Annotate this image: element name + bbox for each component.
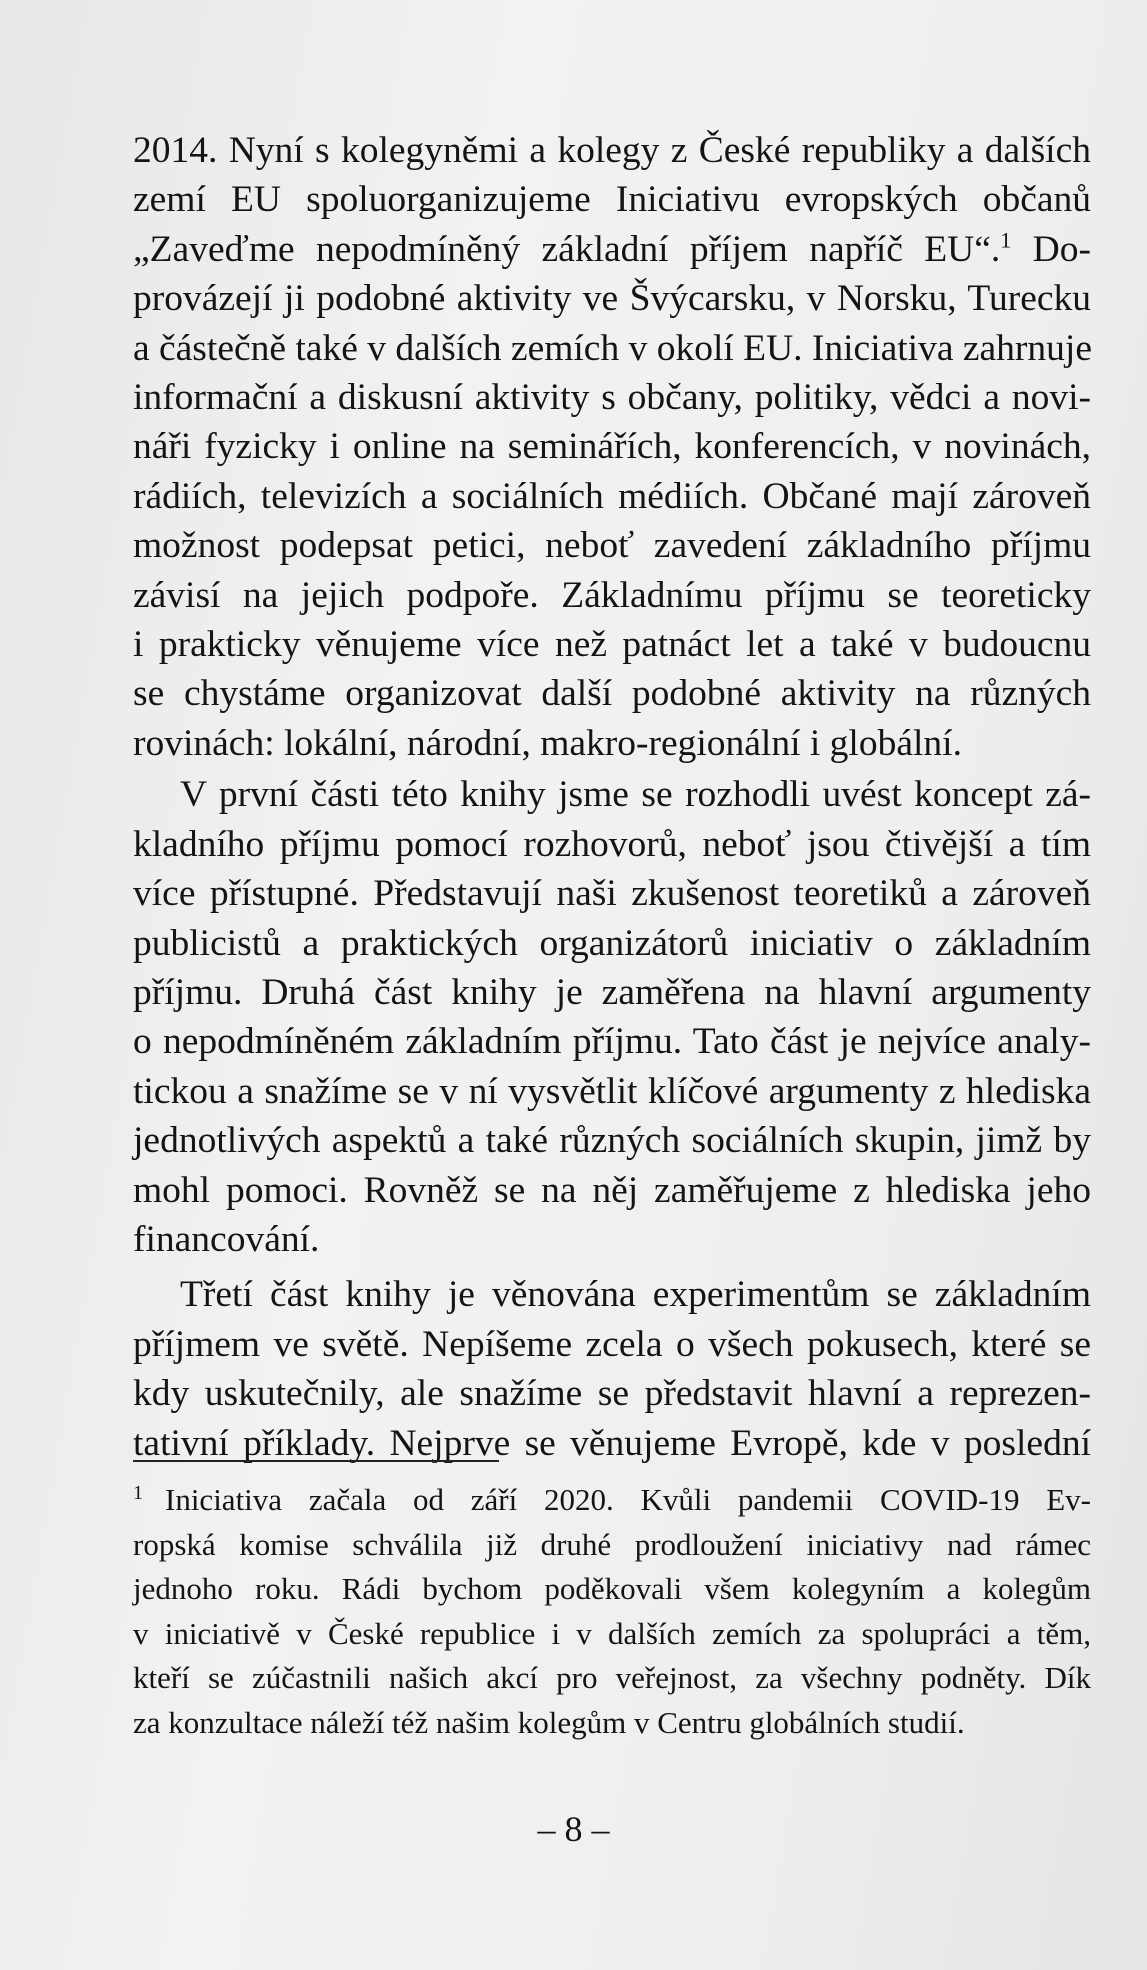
text-line: náři fyzicky i online na seminářích, konferencích, v novinách, (133, 426, 1091, 468)
text-line: příjmem ve světě. Nepíšeme zcela o všech pokusech, které se (133, 1323, 1091, 1365)
text-line: možnost podepsat petici, neboť zavedení základního příjmu (133, 525, 1091, 567)
text-line: kladního příjmu pomocí rozhovorů, neboť jsou čtivější a tím (133, 823, 1091, 865)
text-line: rovinách: lokální, národní, makro-regionální i globální. (133, 722, 962, 764)
text-line: o nepodmíněném základním příjmu. Tato část je nejvíce analy- (133, 1021, 1091, 1063)
footnote-reference: 1 (1000, 227, 1012, 253)
page-number: – 8 – (537, 1809, 610, 1849)
main-text (133, 126, 1091, 1468)
footnote-line: v iniciativě v České republice i v dalších zemích za spolupráci a těm, (133, 1615, 1091, 1651)
paragraph-1 (133, 126, 1091, 768)
text-line: financování. (133, 1218, 320, 1260)
text-line-part: Do- (1011, 228, 1091, 270)
text-line: více přístupné. Představují naši zkušenost teoretiků a zároveň (133, 873, 1091, 915)
text-line: V první části této knihy jsme se rozhodli uvést koncept zá- (180, 774, 1091, 816)
text-line: se chystáme organizovat další podobné aktivity na různých (133, 673, 1091, 715)
footnote-line-text: Iniciativa začala od září 2020. Kvůli pandemii COVID-19 Ev- (165, 1482, 1091, 1517)
text-line: jednotlivých aspektů a také různých sociálních skupin, jimž by (133, 1120, 1091, 1162)
text-line: 2014. Nyní s kolegyněmi a kolegy z České republiky a dalších (133, 130, 1091, 171)
text-line: tickou a snažíme se v ní vysvětlit klíčové argumenty z hlediska (133, 1070, 1091, 1112)
footnote-line: kteří se zúčastnili našich akcí pro veřejnost, za všechny podněty. Dík (133, 1660, 1091, 1696)
text-line: rádiích, televizích a sociálních médiích. Občané mají zároveň (133, 475, 1091, 517)
text-line: provázejí ji podobné aktivity ve Švýcarsku, v Norsku, Turecku (133, 278, 1091, 320)
footnote-line: jednoho roku. Rádi bychom poděkovali všem kolegyním a kolegům (133, 1571, 1091, 1607)
footnote-line: ropská komise schválila již druhé prodloužení iniciativy nad rámec (133, 1526, 1091, 1562)
text-line: zemí EU spoluorganizujeme Iniciativu evropských občanů (133, 179, 1091, 221)
footnote-line (133, 1478, 1091, 1523)
text-line-part: „Zaveďme nepodmíněný základní příjem napříč EU“. (133, 228, 1001, 270)
footnote-number: 1 (133, 1481, 143, 1504)
text-line: a částečně také v dalších zemích v okolí EU. Iniciativa zahrnuje (133, 327, 1092, 369)
text-line: kdy uskutečnily, ale snažíme se představit hlavní a reprezen- (133, 1373, 1091, 1415)
text-line (133, 225, 1091, 274)
footnote-line: za konzultace náleží též našim kolegům v Centru globálních studií. (133, 1704, 965, 1740)
text-line: závisí na jejich podpoře. Základnímu příjmu se teoreticky (133, 574, 1091, 616)
footnote-separator (133, 1460, 499, 1462)
text-line: publicistů a praktických organizátorů iniciativ o základním (133, 922, 1091, 964)
text-line: informační a diskusní aktivity s občany, politiky, vědci a novi- (133, 377, 1091, 419)
text-line: mohl pomoci. Rovněž se na něj zaměřujeme z hlediska jeho (133, 1169, 1091, 1211)
text-line: příjmu. Druhá část knihy je zaměřena na hlavní argumenty (133, 971, 1091, 1013)
text-line: Třetí část knihy je věnována experimentům se základním (180, 1274, 1091, 1316)
paragraph-2 (133, 770, 1091, 1264)
paragraph-3 (133, 1270, 1091, 1468)
text-line: i prakticky věnujeme více než patnáct let a také v budoucnu (133, 624, 1091, 666)
text-line: tativní příklady. Nejprve se věnujeme Evropě, kde v poslední (133, 1422, 1091, 1464)
footnote (133, 1478, 1091, 1746)
